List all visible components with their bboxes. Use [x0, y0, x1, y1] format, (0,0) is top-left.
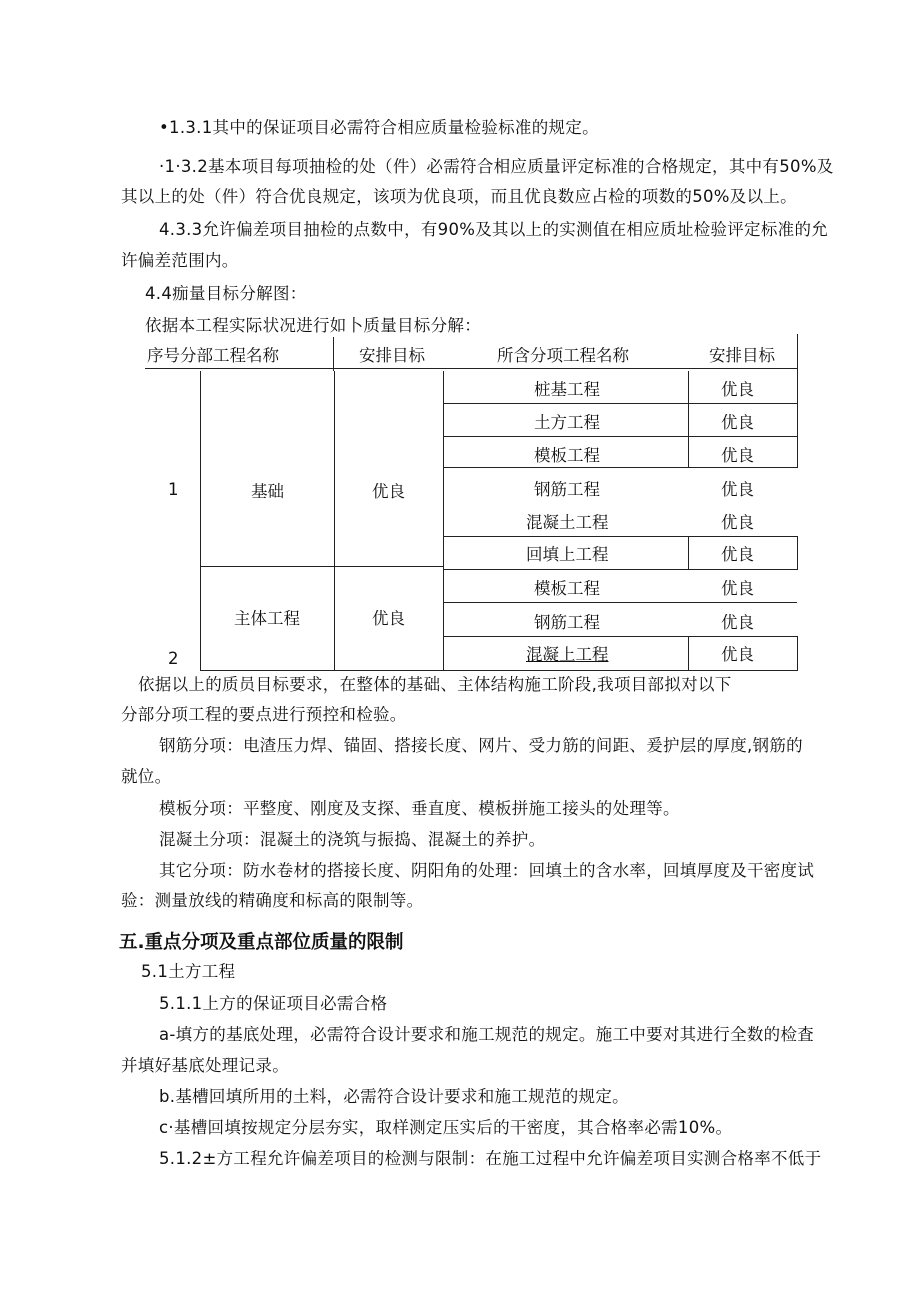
- row-rule: [443, 670, 797, 671]
- group-part-name: 基础: [251, 482, 284, 501]
- group-seq: 1: [168, 480, 179, 499]
- subitem-name: 土方工程: [534, 413, 600, 432]
- section-5-1-1: 5.1.1上方的保证项目必需合格: [159, 994, 388, 1013]
- section-5-title: 五.重点分项及重点部位质量的限制: [119, 932, 404, 953]
- other-item-line1: 其它分项：防水卷材的搭接长度、阴阳角的处理：回填土的含水率，回填厚度及干密度试: [159, 861, 815, 880]
- subitem-name: 回填上工程: [526, 545, 609, 564]
- subitem-name: 混凝上工程: [526, 645, 609, 664]
- col-divider-subtarget: [688, 536, 689, 570]
- group-target: 优良: [372, 609, 405, 628]
- group-part-name: 主体工程: [234, 609, 300, 628]
- subitem-target: 优良: [721, 480, 754, 499]
- row-rule: [443, 536, 797, 537]
- subitem-target: 优良: [721, 413, 754, 432]
- para-4-3-2-line1: ·1·3.2基本项目每项抽检的处（件）必需符合相应质量评定标准的合格规定，其中有50%及: [159, 157, 834, 176]
- para-4-3-3-line2: 许偏差范围内。: [121, 251, 239, 270]
- subitem-name: 混凝土工程: [526, 513, 609, 532]
- col-divider-subitem: [443, 371, 444, 671]
- table-header-rule: [145, 368, 797, 369]
- group-divider: [200, 566, 444, 567]
- col-divider-target: [334, 371, 335, 671]
- subitem-target: 优良: [721, 579, 754, 598]
- para-4-4-heading: 4.4痂量目标分解图：: [145, 284, 307, 303]
- row-rule: [443, 403, 797, 404]
- para-4-3-3-line1: 4.3.3允许偏差项目抽检的点数中，有90%及其以上的实测值在相应质址检验评定标准的允: [159, 220, 829, 239]
- item-a-line1: a-填方的基底处理，必需符合设计要求和施工规范的规定。施工中要对其进行全数的检査: [159, 1025, 815, 1044]
- para-4-4-intro: 依据本工程实际状况进行如卜质量目标分解：: [145, 316, 481, 335]
- subitem-target: 优良: [721, 513, 754, 532]
- row-rule: [443, 436, 797, 437]
- item-c: c·基槽回填按规定分层夯实，取样测定压实后的干密度，其合格率必需10%。: [159, 1118, 733, 1137]
- header-sub-target: 安排目标: [709, 346, 775, 365]
- row-rule: [443, 636, 797, 637]
- col-divider-part: [200, 371, 201, 671]
- subitem-name: 钢筋工程: [534, 480, 600, 499]
- steel-item-line1: 钢筋分项：电渣压力焊、锚固、搭接长度、网片、受力筋的间距、爰护层的厚度,钢筋的: [159, 736, 803, 755]
- group-seq: 2: [168, 649, 179, 668]
- subitem-name: 桩基工程: [534, 380, 600, 399]
- concrete-item: 混凝土分项：混凝土的浇筑与振捣、混凝土的养护。: [159, 830, 546, 849]
- formwork-item: 模板分项：平整度、刚度及支探、垂直度、模板拼施工接头的处理等。: [159, 799, 680, 818]
- subitem-target: 优良: [721, 446, 754, 465]
- section-5-1-2: 5.1.2±方工程允许偏差项目的检测与限制：在施工过程中允许偏差项目实测合格率不低于: [159, 1149, 822, 1168]
- row-rule: [443, 569, 797, 570]
- other-item-line2: 验：测量放线的精确度和标高的限制等。: [121, 891, 424, 910]
- para-after-table-line1: 依据以上的质员目标要求，在整体的基础、主体结构施工阶段,我项目部拟对以下: [138, 675, 732, 694]
- steel-item-line2: 就位。: [121, 767, 172, 786]
- subitem-target: 优良: [721, 545, 754, 564]
- header-divider-1: [333, 337, 334, 371]
- row-rule: [443, 467, 797, 468]
- col-divider-right: [797, 371, 798, 468]
- para-after-table-line2: 分部分项工程的要点进行预控和检验。: [121, 705, 407, 724]
- group-target: 优良: [372, 482, 405, 501]
- para-4-3-2-line2: 其以上的处（件）符合优良规定，该项为优良项，而且优良数应占检的项数的50%及以上。: [121, 187, 797, 206]
- col-divider-right: [797, 636, 798, 671]
- header-seq-part: 序号分部工程名称: [147, 346, 279, 365]
- subitem-target: 优良: [721, 380, 754, 399]
- col-divider-right: [797, 536, 798, 570]
- col-divider-subtarget: [688, 636, 689, 671]
- subitem-name: 模板工程: [534, 579, 600, 598]
- item-a-line2: 并填好基底处理记录。: [121, 1056, 289, 1075]
- subitem-name: 钢筋工程: [534, 613, 600, 632]
- header-subitem: 所含分项工程名称: [497, 346, 629, 365]
- item-b: b.基槽回填所用的土料，必需符合设计要求和施工规范的规定。: [159, 1087, 629, 1106]
- section-5-1: 5.1土方工程: [141, 962, 236, 981]
- subitem-name: 模板工程: [534, 446, 600, 465]
- row-rule: [443, 602, 797, 603]
- table-bottom-left: [200, 670, 444, 671]
- header-target: 安排目标: [359, 346, 425, 365]
- subitem-target: 优良: [721, 613, 754, 632]
- col-divider-subtarget: [688, 371, 689, 468]
- para-4-3-1: •1.3.1其中的保证项目必需符合相应质量检验标准的规定。: [159, 118, 599, 137]
- subitem-target: 优良: [721, 645, 754, 664]
- header-divider-right: [797, 334, 798, 371]
